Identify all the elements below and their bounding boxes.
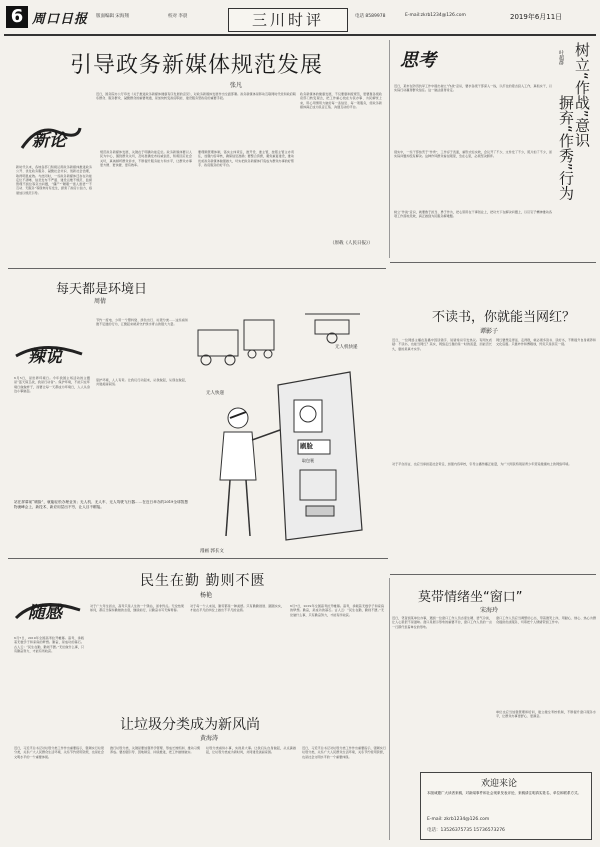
lazhang-body-3: 爱护环境，人人有责。让我们行动起来，从我做起，从现在做起，共建美丽家园。 <box>96 378 188 387</box>
editor-credit: 版面编辑 宋海翔 <box>96 14 129 19</box>
lead-col-4: 政务新媒体的健康发展，不仅要靠制度规范，更要靠各级政府部门转变观念，把工作重心放在为民办事、为民解忧上来，用心用情用力做好每一条信息、每一项服务，使政务新媒体真正成为民意汇集、沟通互动的平台。 <box>300 92 382 109</box>
kiosk-label-pickup: 取包裹 <box>302 458 314 463</box>
minsheng-body-1: 6月7日，2019年全国高考拉开帷幕。高考，承载着无数学子和家庭的梦想。勤奋，是成功的基石。古人云：“民生在勤，勤则不匮。”无论做什么事，只有勤奋努力，才能有所收获。 <box>14 636 84 653</box>
issue-date: 2019年6月11日 <box>510 13 563 21</box>
laji-body-1: 近日，习近平总书记对垃圾分类工作作出重要指示，强调实行垃圾分类，关系广大人民群众生活环境，关系节约使用资源，也是社会文明水平的一个重要体现。 <box>14 746 104 759</box>
contact-email: E-mail:zkrb1234@126.com <box>405 13 466 18</box>
lazhang-headline: 每天都是环境日 <box>56 282 148 297</box>
lead-headline: 引导政务新媒体规范发展 <box>70 53 324 78</box>
wanghong-body-2: 网红要想走得远、走得稳，就必须多读书、读好书，不断提升自身素养和文化底蕴。只靠炒作和博眼球，终究只是昙花一现。 <box>496 338 596 347</box>
wanghong-bottom-rule <box>390 574 596 575</box>
laji-body-2: 推行垃圾分类，关键是要加强科学管理、形成长效机制、推动习惯养成。要加强引导、因地制宜、持续推进，把工作做细做实。 <box>110 746 200 755</box>
side-headline-2: 摒弃“作秀”行为 <box>557 95 575 201</box>
lower-right-divider <box>389 578 390 840</box>
header-rule <box>4 34 596 36</box>
lazhang-badge <box>14 336 84 372</box>
laji-body-4: 近日，习近平总书记对垃圾分类工作作出重要指示，强调实行垃圾分类，关系广大人民群众生活环境，关系节约使用资源，也是社会文明水平的一个重要体现。 <box>302 746 386 759</box>
chuangkou-body-2: 窗口工作人员应当调整好心态，带着微笑上岗，用耐心、细心、热心为群众提供优质服务，切莫把个人情绪带到工作中。 <box>496 616 596 625</box>
proofreader-credit: 校对 李晨 <box>168 14 188 19</box>
side-badge-label: 思考 <box>400 50 436 71</box>
minsheng-body-4: 6月7日，2019年全国高考拉开帷幕。高考，承载着无数学子和家庭的梦想。勤奋，是成功的基石。古人云：“民生在勤，勤则不匮。”无论做什么事，只有勤奋努力，才能有所收获。 <box>290 604 384 617</box>
page-header <box>0 0 600 34</box>
cartoon-credit: 漫画 郭长文 <box>200 549 224 554</box>
section-title: 三川时评 <box>228 8 348 32</box>
lazhang-body-2: 节约一度电、少用一个塑料袋、绿色出行、垃圾分类……这些看似微不足道的行为，汇聚起来就是守护绿水青山的强大力量。 <box>96 318 188 327</box>
chuangkou-body-1: 近日，笔者到某单位办事，遇到一位窗口工作人员态度生硬、语气冷淡，让人心里很不是滋味。窗口是展示形象的重要平台，窗口工作人员的一言一行都代表着单位的形象。 <box>392 616 492 629</box>
welcome-email: E-mail: zkrb1234@126.com <box>427 817 490 822</box>
laji-author: 黄海涛 <box>200 735 219 742</box>
middle-bottom-rule <box>8 558 388 559</box>
wanghong-body-1: 近日，一位网络主播在直播中因读错字、说错常识引发热议。有网友质疑：不读书，也能当网红？其实，网络走红靠的是一时的流量，而能否长久，靠的是真才实学。 <box>392 338 492 351</box>
lazhang-caption: 站在屏幕前“刷脸”，就能轻松办理业务；无人机、无人车、无人驾驶飞行器……在近日举办的2019全球智慧物流峰会上，新技术、新应用层出不穷，让人目不暇接。 <box>14 500 188 509</box>
lead-col-3: 要理顺管理体制，落实主体责任，谁开设、谁主管，按照主管主办责任，加强内容审核，确保信息准确；要整合资源，避免重复建设，推动优质政务新媒体做强做大，切实把政务新媒体打造成为群众办事的好帮手、政府服务的好平台。 <box>198 150 294 167</box>
lazhang-badge-label: 辣说 <box>28 347 62 367</box>
newspaper-name: 周口日报 <box>32 12 89 27</box>
minsheng-headline: 民生在勤 勤则不匮 <box>140 573 266 589</box>
laji-headline: 让垃圾分类成为新风尚 <box>120 717 260 733</box>
lead-col-2: 规范政务新媒体发展，关键在于明确功能定位。政务新媒体要以人民为中心，围绕群众关切，及时准确发布权威信息，积极回应社会关切，真诚倾听群众诉求，不断提升服务能力和水平，让群众办事更方便、更快捷、更有效率。 <box>100 150 192 167</box>
kiosk-label-face: 刷脸 <box>300 442 313 450</box>
sign-label-drone-express: 无人机快递 <box>335 345 358 350</box>
lead-bottom-rule <box>8 268 386 269</box>
lead-intro: 近日，国务院办公厅印发《关于推进政务新媒体健康有序发展的意见》，对政务新媒体发展作出全面部署。政务新媒体是移动互联网时代党和政府联系群众、服务群众、凝聚群众的重要渠道，是加快转变政府职能、建设服务型政府的重要手段。 <box>96 92 296 101</box>
wanghong-headline: 不读书，你就能当网红？ <box>432 310 576 325</box>
welcome-title: 欢迎来论 <box>481 779 518 789</box>
chuangkou-author: 宋海玲 <box>480 607 499 614</box>
side-bottom-rule <box>390 262 596 263</box>
lead-col-1: 新时代以来，各地各部门积极运用政务新媒体推进政务公开、优化政务服务、凝聚社会共识、创新社会治理，取得明显成效。与此同时，一些政务新媒体还存在功能定位不清晰、信息发布不严谨、建设运维不规范、监督管理不到位等突出问题，“僵尸”“睡眠”“雷人雷语”“不互动、无服务”等现象时有发生，损害了政府公信力，亟须加以规范引导。 <box>16 165 92 195</box>
minsheng-body-3: 对于每一个人来说，勤劳都是一种美德。只有勤勤恳恳、踏踏实实，才能在平凡的岗位上做出不平凡的业绩。 <box>190 604 284 613</box>
side-body-3: 树立“作战”意识，就要敢于担当、勇于作为，把心思用在干事创业上，把功夫下在解决问题上，以钉钉子精神推动各项工作落地见效，真正做到为民服务解难题。 <box>394 210 552 219</box>
right-divider <box>389 40 390 258</box>
welcome-body: 本版诚邀广大读者来稿，对新闻事件和社会现象发表评论，来稿请注明真实姓名、单位和联系方式。 <box>427 791 581 795</box>
chuangkou-body-3: 单位也应当加强管理和培训，建立健全考核机制，不断提升窗口服务水平，让群众办事更舒心、更满意。 <box>496 710 596 719</box>
laji-body-3: 垃圾分类看似小事，实则是大事。让我们从自身做起，从点滴做起，让垃圾分类成为新时尚，共同建设美丽家园。 <box>206 746 296 755</box>
minsheng-author: 杨艳 <box>200 592 213 599</box>
side-body-1: 近日，某市在防汛抗旱工作中提出树立“作战”意识，要求各级干部深入一线，以打仗的姿态投入工作，真抓实干，以实际行动赢得群众信任。这一做法值得肯定。 <box>394 84 552 93</box>
wanghong-body-3: 对于平台而言，也应当承担起社会责任，加强内容审核，引导主播传播正能量，为广大网民特别是青少年营造健康向上的网络环境。 <box>392 462 572 466</box>
lead-badge <box>18 118 82 158</box>
lazhang-body-1: 6月5日，是世界环境日。今年我国主场活动的主题是“蓝天保卫战，我是行动者”。保护环境，不能只在环境日做做样子，而要让每一天都成为环境日，人人从身边小事做起。 <box>14 376 90 393</box>
welcome-box <box>420 772 592 840</box>
contact-phone: 电话 8589978 <box>355 14 386 19</box>
minsheng-body-2: 对于广大考生而言，高考只是人生的一个驿站，而非终点。无论结果如何，都应当保持勤勉的态度，继续前行，以勤奋书写无悔青春。 <box>90 604 184 613</box>
lead-author: 张凡 <box>230 82 243 89</box>
lazhang-author: 周倩 <box>94 298 107 305</box>
lead-source: （原载《人民日报》） <box>330 241 373 246</box>
chuangkou-headline: 莫带情绪坐“窗口” <box>418 590 523 605</box>
side-author: 叶超群 <box>558 50 564 65</box>
minsheng-badge-label: 随感 <box>28 603 62 623</box>
sign-label-drone: 无人快递 <box>206 391 224 396</box>
page-number: 6 <box>6 6 28 28</box>
minsheng-badge <box>14 590 84 630</box>
welcome-phone: 电话：13526375735 15736573276 <box>427 828 505 833</box>
side-headline-1: 树立“作战”意识 <box>573 42 591 148</box>
cartoon-drawing <box>190 300 388 545</box>
lead-badge-label: 新论 <box>32 131 66 151</box>
cartoon-illustration <box>190 300 388 545</box>
side-body-2: 现实中，一些干部热衷于“作秀”，工作浮于表面，重形式轻实效，会议开了不少，文件发了不少，照片拍了不少，而实际问题却没有解决。这种作风群众看在眼里，急在心里，必须坚决摒弃。 <box>394 150 552 159</box>
side-badge <box>392 40 452 80</box>
wanghong-author: 谭影子 <box>480 328 499 335</box>
